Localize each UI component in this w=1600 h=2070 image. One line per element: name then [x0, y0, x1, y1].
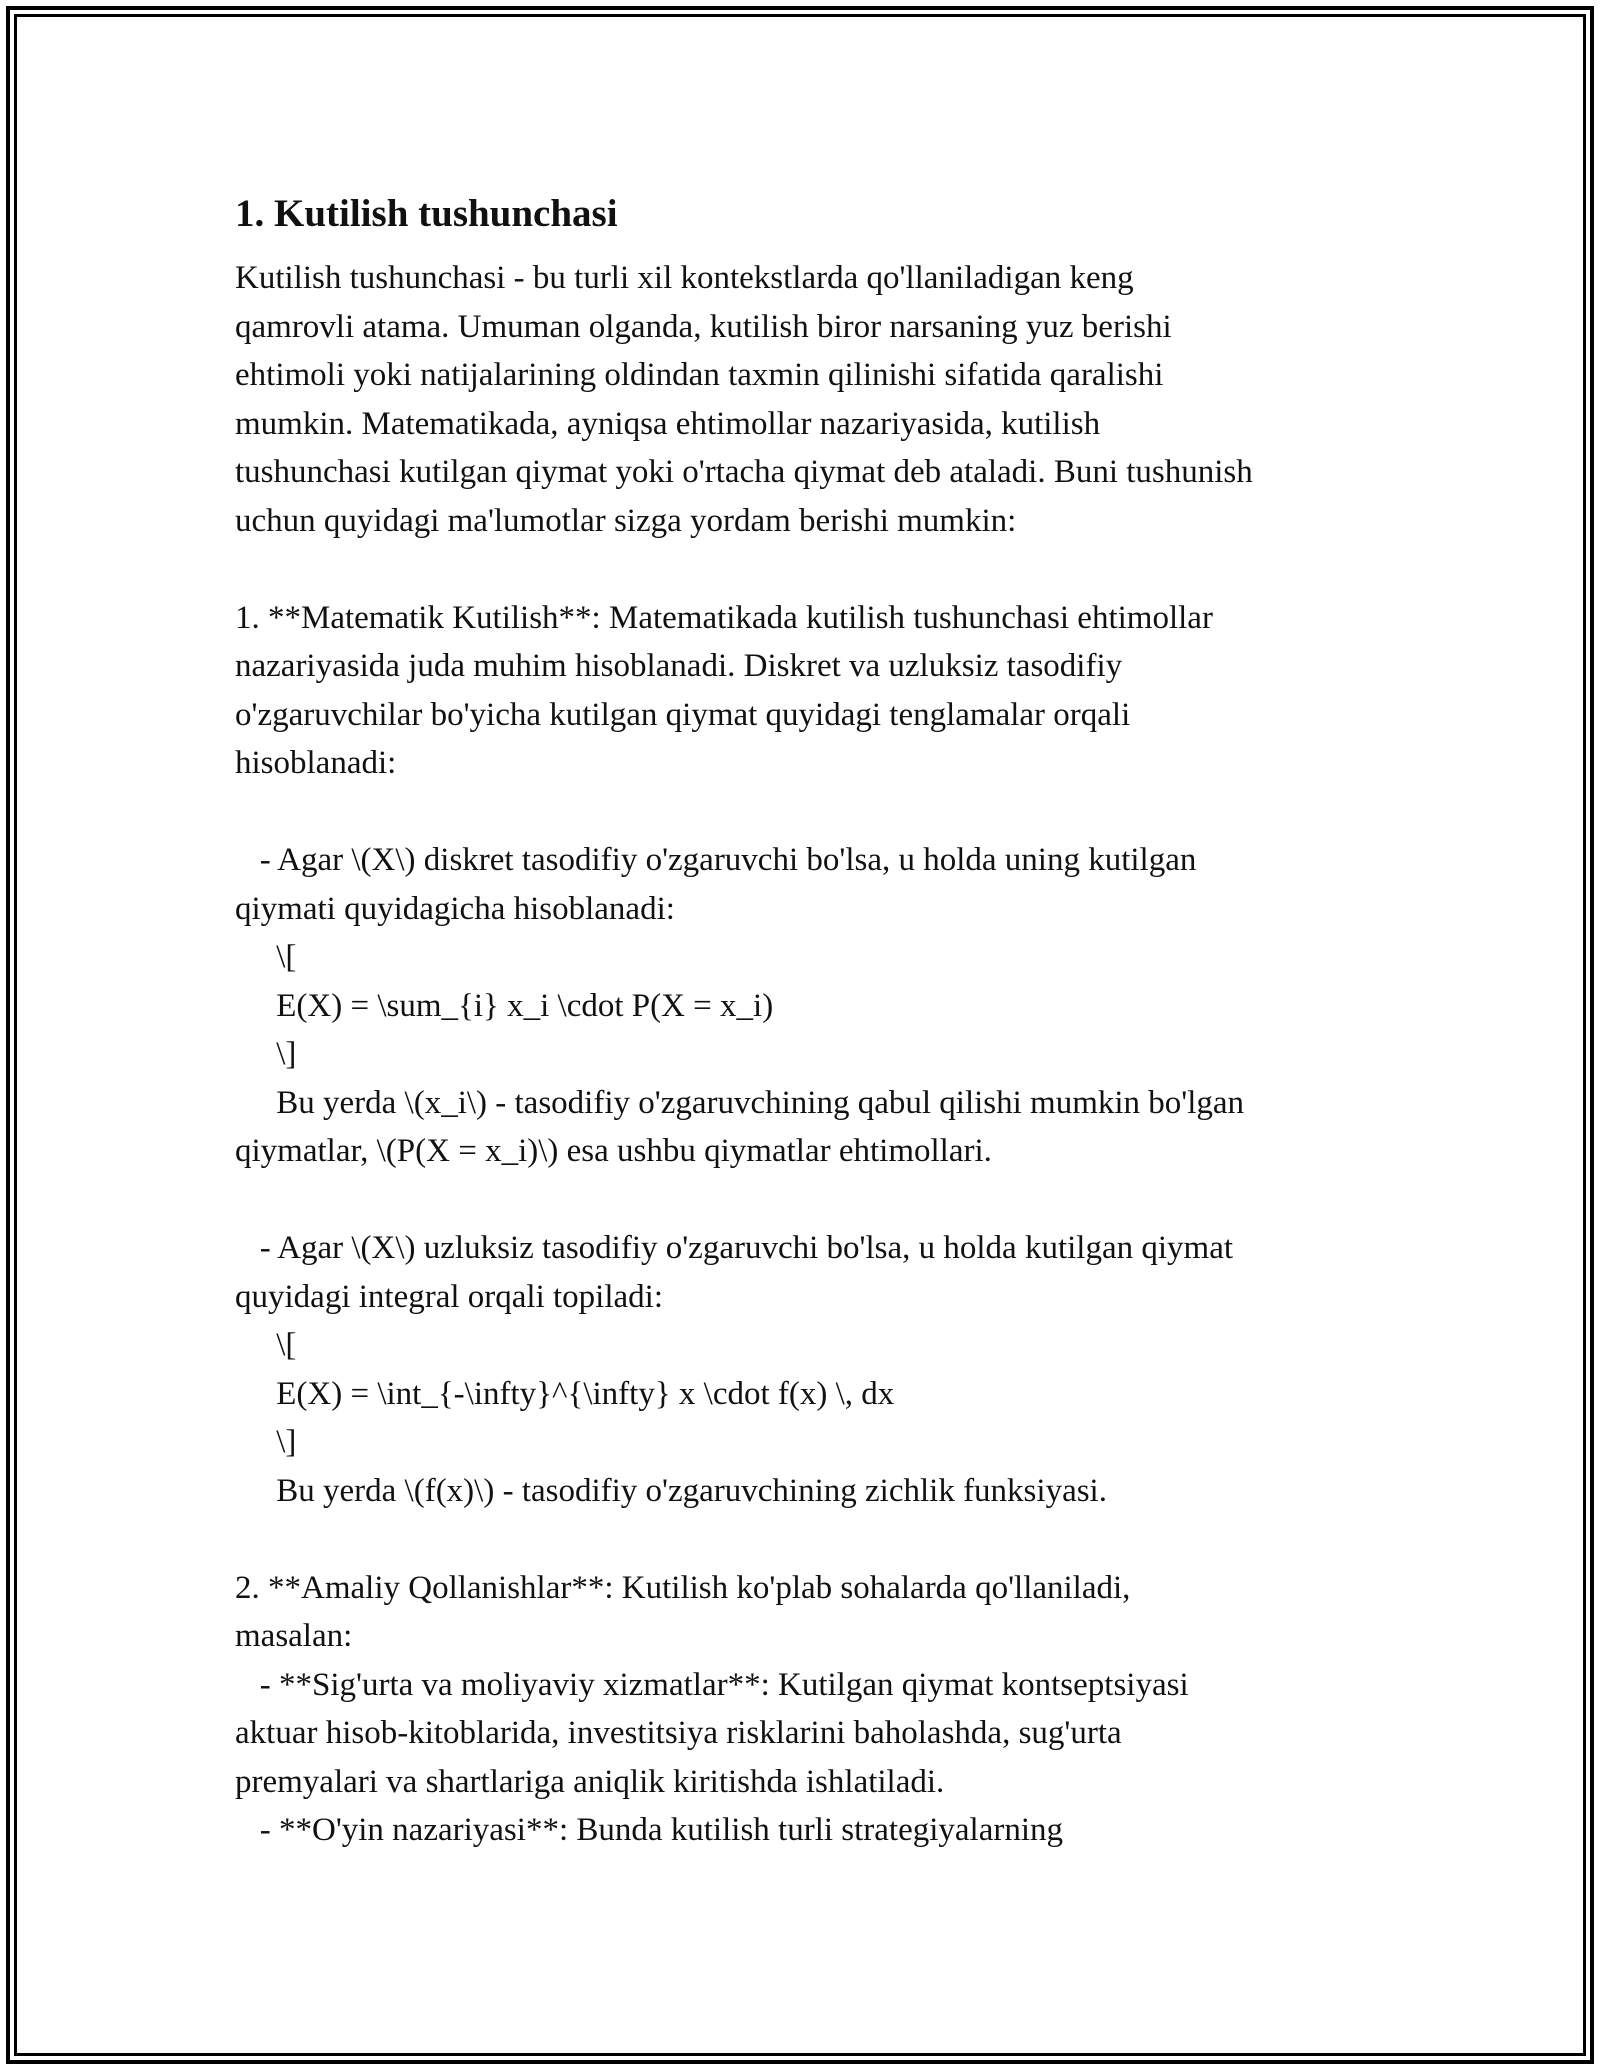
intro-paragraph: Kutilish tushunchasi - bu turli xil kontekstlarda qo'llaniladigan keng qamrovli atama. Umuman olganda, kutilish biror narsaning yuz berishi ehtimoli yoki natijalarining oldindan taxmin qilinishi sifatida qaralishi mumkin. Matematikada, ayniqsa ehtimollar nazariyasida, kutilish tushunchasi kutilgan qiymat yoki o'rtacha qiymat deb ataladi. Buni tushunish uchun quyidagi ma'lumotlar sizga yordam berishi mumkin: — [235, 260, 1253, 539]
paragraph-gap — [235, 1515, 1395, 1564]
discrete-case-paragraph: - Agar \(X\) diskret tasodifiy o'zgaruvchi bo'lsa, u holda uning kutilgan qiymati quyidagicha hisoblanadi: \[ E(X) = \sum_{i} x_i \cdot P(X = x_i) \] Bu yerda \(x_i\) - tasodifiy o'zgaruvchining qabul qilishi mumkin bo'lgan qiymatlar, \(P(X = x_i)\) esa ushbu qiymatlar ehtimollari. — [235, 842, 1245, 1169]
applications-paragraph: 2. **Amaliy Qollanishlar**: Kutilish ko'plab sohalarda qo'llaniladi, masalan: - **Sig'urta va moliyaviy xizmatlar**: Kutilgan qiymat kontseptsiyasi aktuar hisob-kitoblarida, investitsiya risklarini baholashda, sug'urta premyalari va shartlariga aniqlik kiritishda ishlatiladi. - **O'yin nazariyasi**: Bunda kutilish turli strategiyalarning — [235, 1569, 1189, 1848]
math-expectation-paragraph: 1. **Matematik Kutilish**: Matematikada kutilish tushunchasi ehtimollar nazariyasida juda muhim hisoblanadi. Diskret va uzluksiz tasodifiy o'zgaruvchilar bo'yicha kutilgan qiymat quyidagi tenglamalar orqali hisoblanadi: — [235, 599, 1213, 781]
paragraph-gap — [235, 545, 1395, 594]
paragraph-gap — [235, 788, 1395, 837]
document-body — [235, 188, 1395, 1855]
continuous-case-paragraph: - Agar \(X\) uzluksiz tasodifiy o'zgaruvchi bo'lsa, u holda kutilgan qiymat quyidagi integral orqali topiladi: \[ E(X) = \int_{-\infty}^{\infty} x \cdot f(x) \, dx \] Bu yerda \(f(x)\) - tasodifiy o'zgaruvchining zichlik funksiyasi. — [235, 1230, 1234, 1509]
paragraph-gap — [235, 1176, 1395, 1225]
section-heading: 1. Kutilish tushunchasi — [235, 192, 618, 235]
